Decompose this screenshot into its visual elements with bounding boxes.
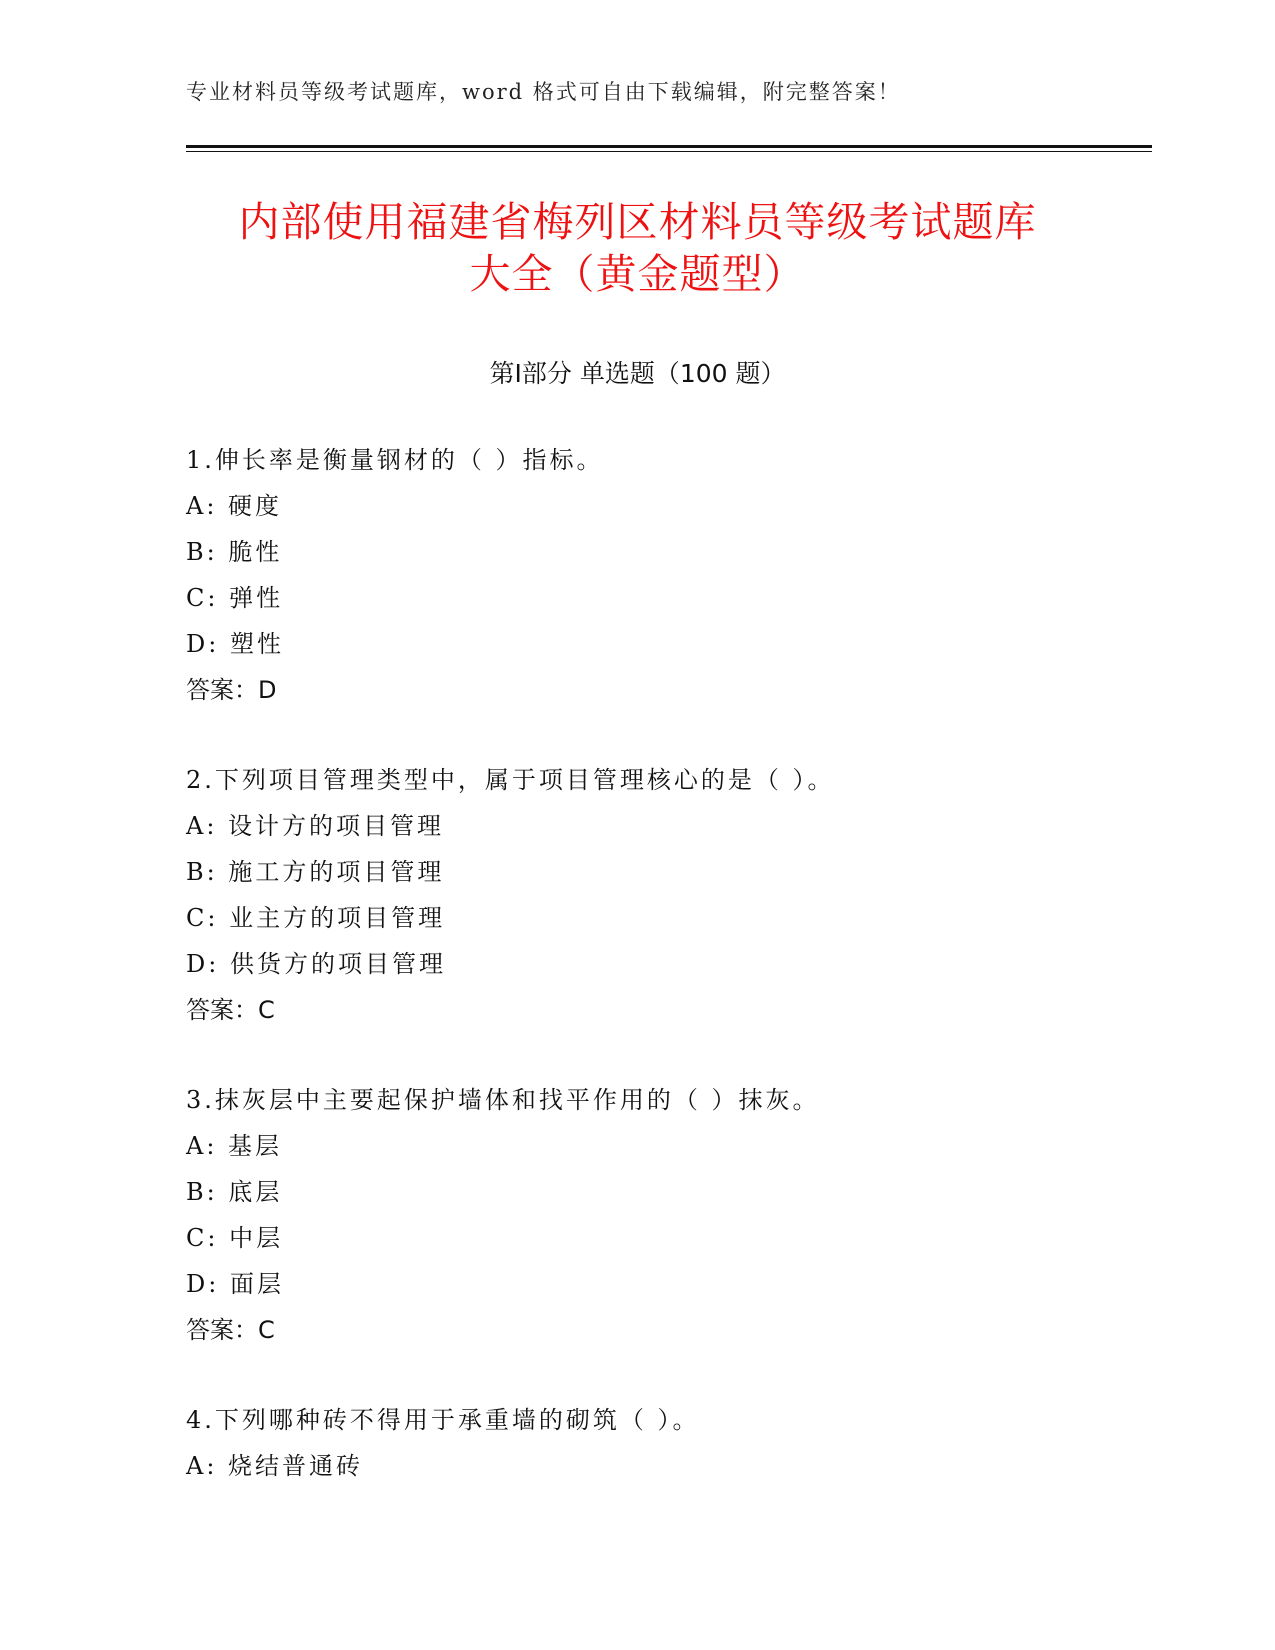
question-4 [186, 1404, 1166, 1496]
answer: 答案：C [186, 996, 275, 1024]
document-title-line-1: 内部使用福建省梅列区材料员等级考试题库 [238, 198, 1037, 246]
header-rule-thin [186, 151, 1152, 152]
option-d: D: 供货方的项目管理 [186, 950, 446, 978]
answer: 答案：C [186, 1316, 275, 1344]
header-note: 专业材料员等级考试题库，word 格式可自由下载编辑，附完整答案！ [186, 80, 901, 104]
document-title-line-2: 大全（黄金题型） [469, 250, 806, 298]
option-a: A: 烧结普通砖 [186, 1452, 364, 1480]
option-b: B: 施工方的项目管理 [186, 858, 445, 886]
header-rule-thick [186, 145, 1152, 148]
question-stem: 2.下列项目管理类型中，属于项目管理核心的是（ ）。 [186, 766, 835, 794]
option-c: C: 弹性 [186, 584, 284, 612]
question-1 [186, 444, 1166, 720]
option-b: B: 脆性 [186, 538, 283, 566]
document-title [150, 196, 1125, 300]
option-d: D: 塑性 [186, 630, 284, 658]
option-c: C: 业主方的项目管理 [186, 904, 446, 932]
question-stem: 4.下列哪种砖不得用于承重墙的砌筑（ ）。 [186, 1406, 700, 1434]
answer: 答案：D [186, 676, 277, 704]
question-3 [186, 1084, 1166, 1360]
option-c: C: 中层 [186, 1224, 284, 1252]
option-a: A: 硬度 [186, 492, 283, 520]
option-b: B: 底层 [186, 1178, 283, 1206]
section-title: 第Ⅰ部分 单选题（100 题） [489, 359, 786, 388]
question-2 [186, 764, 1166, 1040]
option-a: A: 基层 [186, 1132, 283, 1160]
question-list [186, 444, 1166, 1540]
option-a: A: 设计方的项目管理 [186, 812, 445, 840]
question-stem: 1.伸长率是衡量钢材的（ ）指标。 [186, 446, 604, 474]
option-d: D: 面层 [186, 1270, 284, 1298]
question-stem: 3.抹灰层中主要起保护墙体和找平作用的（ ）抹灰。 [186, 1086, 820, 1114]
